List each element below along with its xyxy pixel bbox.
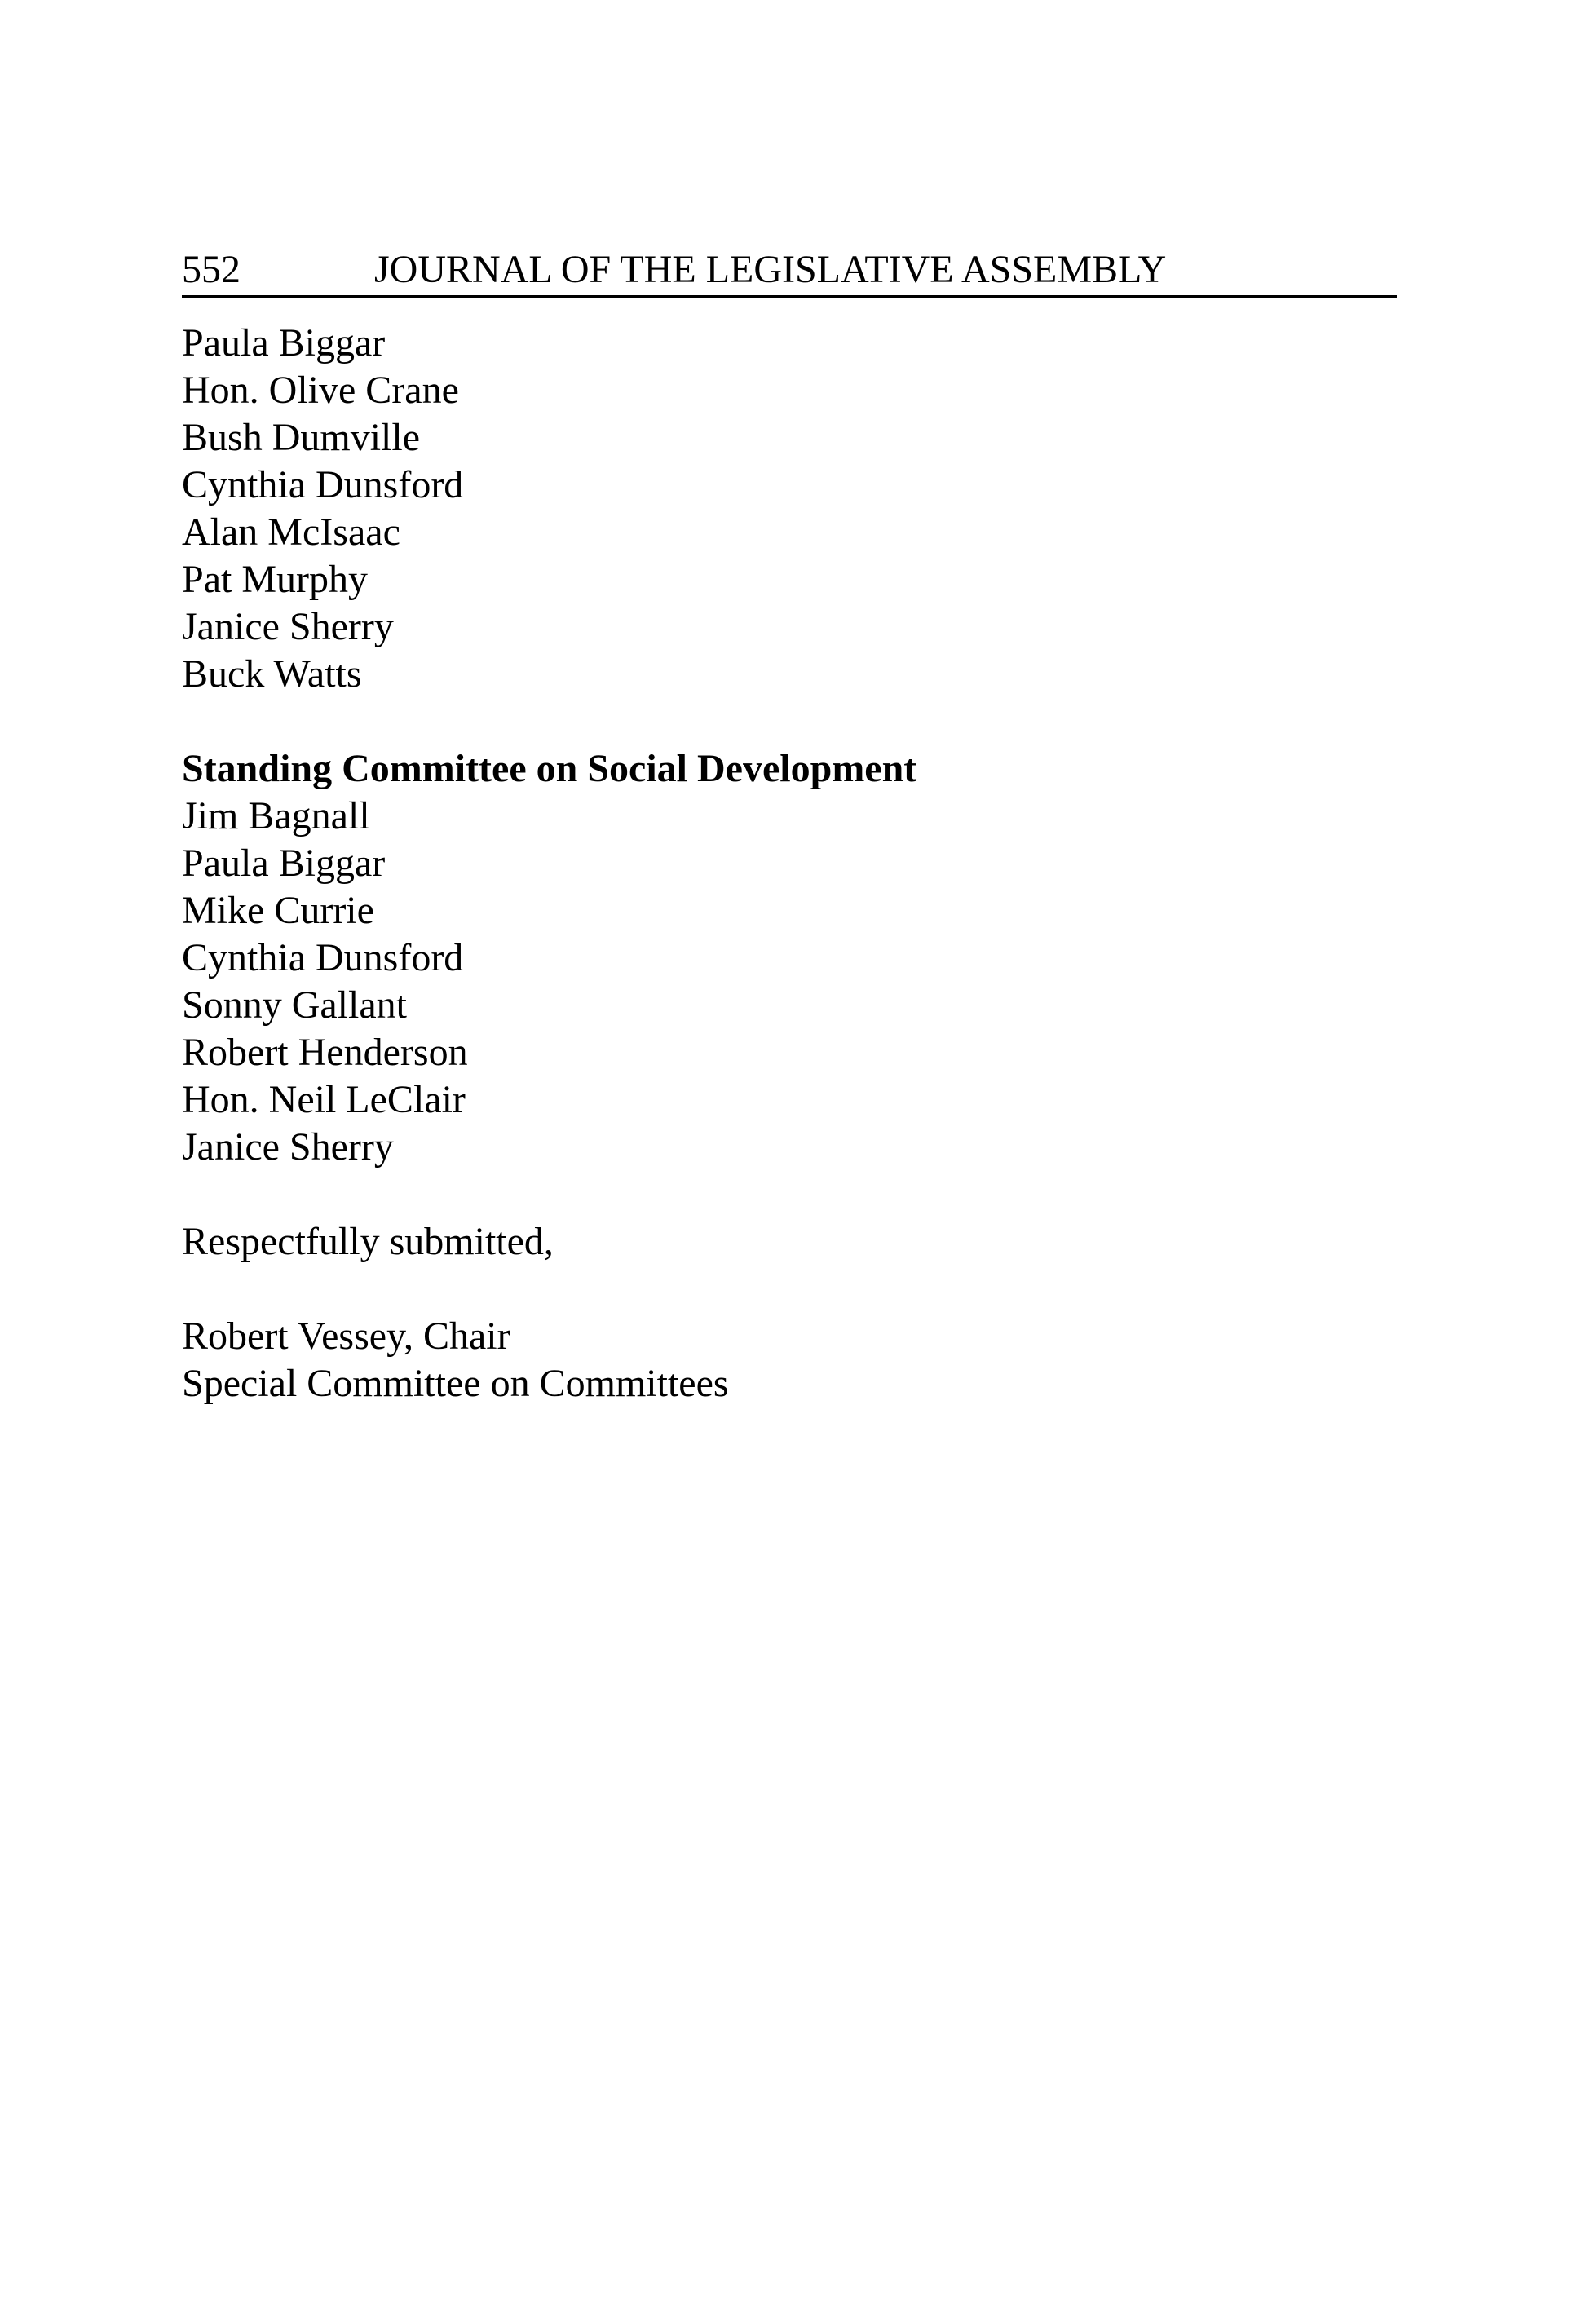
member-name: Robert Henderson: [182, 1031, 468, 1074]
social-development-member-list: [182, 793, 1397, 1171]
member-name: Janice Sherry: [182, 605, 394, 648]
member-name: Cynthia Dunsford: [182, 936, 464, 979]
page-number: 552: [182, 248, 241, 291]
signature-block: [182, 1313, 1397, 1407]
social-development-heading: Standing Committee on Social Development: [182, 747, 917, 790]
member-name: Hon. Olive Crane: [182, 369, 459, 412]
page-content: [182, 320, 1397, 1407]
signatory-name: Robert Vessey, Chair: [182, 1314, 510, 1358]
member-name: Alan McIsaac: [182, 510, 400, 554]
signatory-committee: Special Committee on Committees: [182, 1362, 729, 1405]
member-name: Bush Dumville: [182, 416, 421, 459]
member-name: Paula Biggar: [182, 842, 386, 885]
member-name: Janice Sherry: [182, 1125, 394, 1169]
continued-member-list: [182, 320, 1397, 698]
closing-line: Respectfully submitted,: [182, 1220, 554, 1263]
member-name: Buck Watts: [182, 652, 362, 696]
member-name: Paula Biggar: [182, 321, 386, 365]
member-name: Mike Currie: [182, 889, 374, 932]
running-title: JOURNAL OF THE LEGISLATIVE ASSEMBLY: [374, 248, 1167, 291]
member-name: Jim Bagnall: [182, 794, 370, 837]
member-name: Cynthia Dunsford: [182, 463, 464, 506]
page-header: [182, 245, 1397, 298]
member-name: Pat Murphy: [182, 558, 368, 601]
member-name: Sonny Gallant: [182, 983, 407, 1027]
member-name: Hon. Neil LeClair: [182, 1078, 466, 1121]
